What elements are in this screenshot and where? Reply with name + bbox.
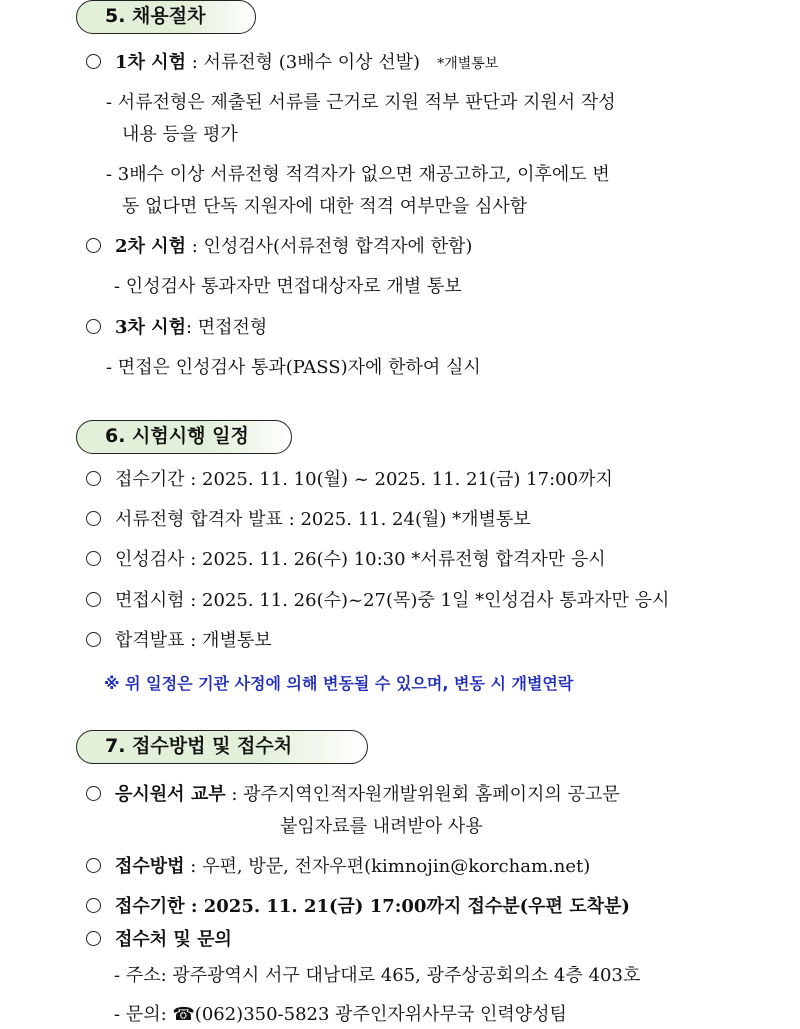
application-form-text: : 광주지역인적자원개발위원회 홈페이지의 공고문 xyxy=(231,784,620,805)
circle-bullet-icon xyxy=(86,319,101,334)
schedule-item xyxy=(86,548,606,572)
second-exam-label: 2차 시험 xyxy=(115,236,186,257)
circle-bullet-icon xyxy=(86,511,101,526)
phone-icon: ☎ xyxy=(172,1004,195,1025)
application-form-label: 응시원서 교부 xyxy=(115,784,226,805)
schedule-text: 서류전형 합격자 발표 : 2025. 11. 24(월) *개별통보 xyxy=(115,509,531,530)
schedule-item xyxy=(86,508,531,532)
first-exam-label: 1차 시험 xyxy=(115,52,186,73)
first-exam-sub1-line1: - 서류전형은 제출된 서류를 근거로 지원 적부 판단과 지원서 작성 xyxy=(106,92,616,113)
third-exam-text: : 면접전형 xyxy=(185,317,268,338)
deadline-item xyxy=(86,895,630,919)
section-5-title: 5. 채용절차 xyxy=(105,5,206,27)
schedule-item xyxy=(86,629,272,653)
schedule-text: 합격발표 : 개별통보 xyxy=(115,630,272,651)
circle-bullet-icon xyxy=(86,54,101,69)
method-text: : 우편, 방문, 전자우편(kimnojin@korcham.net) xyxy=(190,856,591,877)
third-exam-sub: - 면접은 인성검사 통과(PASS)자에 한하여 실시 xyxy=(106,357,481,378)
third-exam-item xyxy=(86,316,267,340)
second-exam-sub: - 인성검사 통과자만 면접대상자로 개별 통보 xyxy=(114,276,462,297)
deadline-label: 접수기한 xyxy=(115,896,185,917)
circle-bullet-icon xyxy=(86,632,101,647)
first-exam-sub2-line2: 동 없다면 단독 지원자에 대한 적격 여부만을 심사함 xyxy=(122,196,528,217)
section-5-heading xyxy=(76,0,256,34)
first-exam-text: : 서류전형 (3배수 이상 선발) xyxy=(191,52,421,73)
contact-label: 접수처 및 문의 xyxy=(115,929,232,950)
first-exam-sub2-line1: - 3배수 이상 서류전형 적격자가 없으면 재공고하고, 이후에도 변 xyxy=(106,164,610,185)
circle-bullet-icon xyxy=(86,786,101,801)
circle-bullet-icon xyxy=(86,592,101,607)
phone-prefix: - 문의: xyxy=(114,1004,173,1025)
circle-bullet-icon xyxy=(86,931,101,946)
schedule-item xyxy=(86,589,669,613)
circle-bullet-icon xyxy=(86,238,101,253)
first-exam-note: *개별통보 xyxy=(437,56,499,72)
method-label: 접수방법 xyxy=(115,856,185,877)
schedule-notice: ※ 위 일정은 기관 사정에 의해 변동될 수 있으며, 변동 시 개별연락 xyxy=(104,674,574,693)
circle-bullet-icon xyxy=(86,471,101,486)
schedule-text: 접수기간 : 2025. 11. 10(월) ~ 2025. 11. 21(금) 17:00까지 xyxy=(115,469,613,490)
section-6-title: 6. 시험시행 일정 xyxy=(105,425,249,447)
method-item xyxy=(86,855,590,879)
circle-bullet-icon xyxy=(86,898,101,913)
first-exam-sub1-line2: 내용 등을 평가 xyxy=(122,124,238,145)
application-form-text-line2: 붙임자료를 내려받아 사용 xyxy=(280,816,483,837)
schedule-text: 인성검사 : 2025. 11. 26(수) 10:30 *서류전형 합격자만 응시 xyxy=(115,549,606,570)
third-exam-label: 3차 시험 xyxy=(115,317,186,338)
first-exam-item xyxy=(86,51,498,76)
circle-bullet-icon xyxy=(86,551,101,566)
section-7-heading xyxy=(76,730,368,764)
second-exam-item xyxy=(86,235,472,259)
section-6-heading xyxy=(76,420,292,454)
schedule-item xyxy=(86,468,613,492)
deadline-text: : 2025. 11. 21(금) 17:00까지 접수분(우편 도착분) xyxy=(190,896,630,917)
application-form-item xyxy=(86,783,620,807)
schedule-text: 면접시험 : 2025. 11. 26(수)~27(목)중 1일 *인성검사 통과자만 응시 xyxy=(115,590,670,611)
second-exam-text: : 인성검사(서류전형 합격자에 한함) xyxy=(191,236,473,257)
phone-text: (062)350-5823 광주인자위사무국 인력양성팀 xyxy=(194,1004,567,1025)
contact-address: - 주소: 광주광역시 서구 대남대로 465, 광주상공회의소 4층 403호 xyxy=(114,965,641,986)
section-7-title: 7. 접수방법 및 접수처 xyxy=(105,735,293,757)
contact-phone xyxy=(114,1003,567,1027)
circle-bullet-icon xyxy=(86,858,101,873)
contact-item xyxy=(86,928,232,952)
